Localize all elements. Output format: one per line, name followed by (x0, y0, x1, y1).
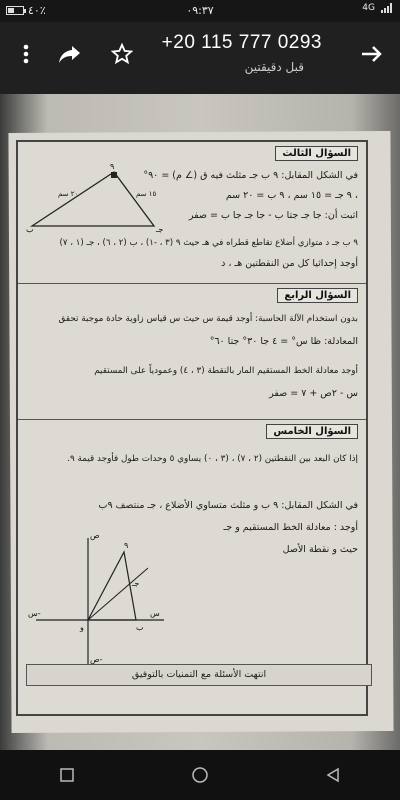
signal-icon (381, 3, 392, 13)
q3-line-2: ، ٩ جـ = ١٥ سم ، ٩ ب = ٢٠ سم (225, 190, 358, 201)
figure-side-1: ٢٠ سم (58, 190, 79, 198)
question-5-title: السؤال الخامس (266, 424, 358, 439)
axis-y-neg-label: ص- (90, 655, 103, 664)
q4-line-1: بدون استخدام الآلة الحاسبة: أوجد قيمة س حيث س قياس زاوية حادة موجبة تحقق (58, 314, 358, 324)
axis-x-neg-label: س- (28, 609, 41, 618)
network-type: 4G (362, 3, 375, 13)
question-3-title: السؤال الثالث (275, 146, 358, 161)
point-a-label: ٩ (124, 541, 129, 550)
exam-sheet (16, 140, 368, 716)
home-icon[interactable] (180, 755, 220, 795)
q4-line-3: أوجد معادلة الخط المستقيم المار بالنقطة (٣ ، ٤) وعمودياً على المستقيم (94, 366, 358, 376)
battery-level: ٤٠٪ (28, 4, 46, 17)
axis-y-label: ص (90, 531, 100, 540)
status-bar (0, 0, 400, 22)
system-nav-bar (0, 750, 400, 800)
q3-line-5: أوجد إحداثيا كل من النقطتين هـ ، د (221, 258, 358, 269)
question-3-section (18, 142, 366, 284)
q5-line-4: حيث و نقطة الأصل (282, 544, 358, 555)
back-icon[interactable] (313, 755, 353, 795)
figure-label-b: ب (26, 225, 34, 234)
q4-line-2: المعادلة: ظا س° = ٤ جا ٣٠° جتا ٦٠° (209, 336, 358, 347)
timestamp-label: قبل دقيقتين (244, 60, 304, 74)
q4-line-4: س - ٢ص + ٧ = صفر (269, 388, 358, 399)
exam-footer: انتهت الأسئلة مع التمنيات بالتوفيق (26, 664, 372, 686)
app-header (0, 22, 400, 94)
origin-label: و (80, 623, 84, 632)
axis-x-label: س (150, 609, 160, 618)
attached-image[interactable] (0, 94, 400, 750)
status-time: ٠٩:٣٧ (186, 4, 214, 17)
q5-line-3: أوجد : معادلة الخط المستقيم و جـ (223, 522, 358, 533)
q3-line-3: اثبت أن: جا جـ جتا ب - جا جـ جا ب = صفر (188, 210, 358, 221)
back-arrow-icon[interactable] (358, 40, 386, 68)
q5-line-2: في الشكل المقابل: ٩ ب و مثلث متساوي الأضلاع ، جـ منتصف ٩ب (98, 500, 358, 511)
figure-side-2: ١٥ سم (136, 190, 157, 198)
coordinate-figure (28, 528, 168, 668)
star-icon[interactable] (108, 40, 136, 68)
point-b-label: ب (136, 623, 144, 632)
question-4-section (18, 284, 366, 420)
question-4-title: السؤال الرابع (277, 288, 358, 303)
q5-line-1: إذا كان البعد بين النقطتين (٢ ، ٧) ، (٣ ، ٠) يساوي ٥ وحدات طول فأوجد قيمة ٩. (67, 454, 358, 464)
contact-phone: +20 115 777 0293 (161, 32, 322, 53)
share-icon[interactable] (56, 40, 84, 68)
figure-label-a: ٩ (110, 162, 115, 171)
q3-line-4: ٩ ب جـ د متوازي أضلاع تقاطع قطراه في هـ حيث ٩ (٣ ، -١) ، ب (٢ ، ٦) ، جـ (١ ، ٧) (59, 238, 358, 248)
figure-label-c: جـ (156, 225, 164, 234)
point-c-label: جـ (132, 579, 140, 588)
more-options-icon[interactable] (12, 40, 40, 68)
recents-icon[interactable] (47, 755, 87, 795)
q3-line-1: في الشكل المقابل: ٩ ب جـ مثلث فيه ق (∠ م) = ٩٠° (143, 170, 358, 181)
